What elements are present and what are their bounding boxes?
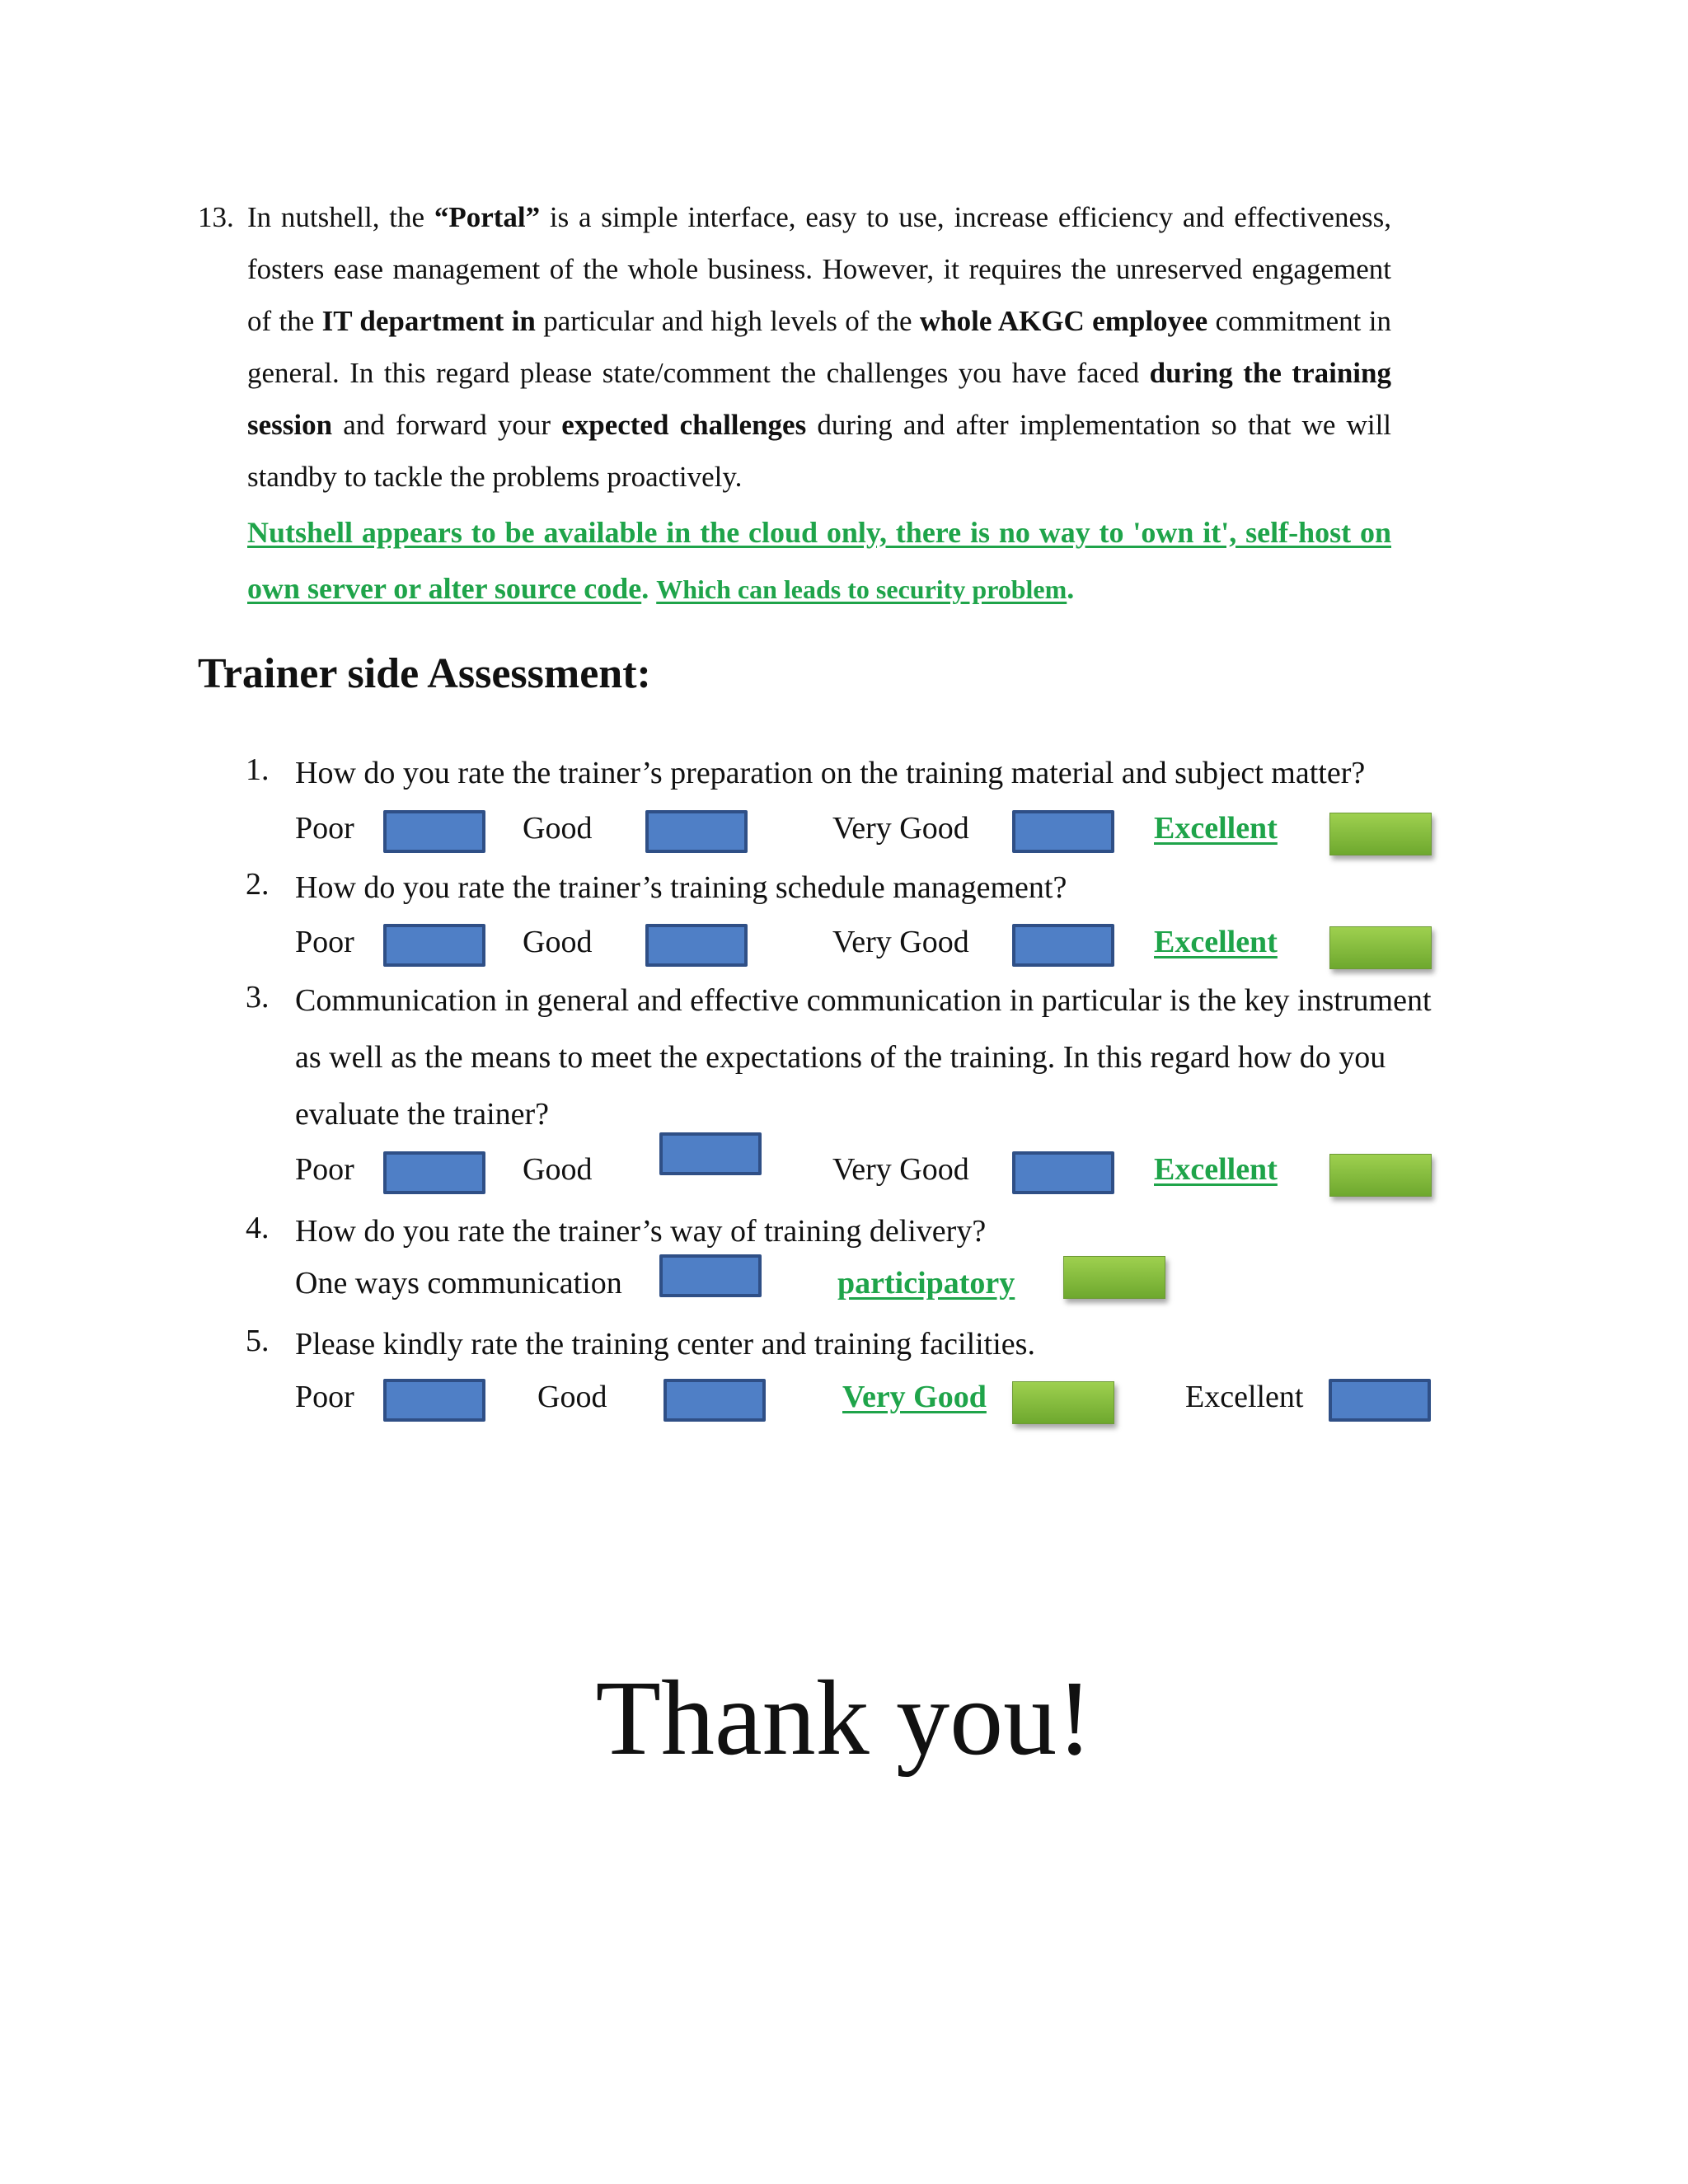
q13-part: commitment in general. In this regard please state/comment the challenges you have faced — [247, 305, 1391, 389]
rating-box-good[interactable] — [659, 1132, 762, 1175]
closing-text: Thank you! — [595, 1659, 1093, 1778]
q13-part-bold: whole AKGC employee — [919, 305, 1208, 337]
option-label-poor: Poor — [295, 1152, 354, 1187]
item-question: Please kindly rate the training center and training facilities. — [295, 1327, 1035, 1361]
item-number: 3. — [246, 980, 270, 1015]
option-label-good: Good — [523, 925, 593, 959]
q13-part-bold: during the training session — [247, 357, 1391, 441]
option-label-poor: Poor — [295, 811, 354, 846]
rating-box-poor[interactable] — [383, 1151, 485, 1194]
option-label-very-good-selected: Very Good — [842, 1380, 987, 1414]
q13-part: during and after implementation so that we will standby to tackle the problems proactively. — [247, 409, 1392, 493]
answer-main-text: Nutshell appears to be available in the cloud only, there is no way to 'own it', self-host on own server or alter source code — [247, 516, 1391, 605]
rating-box-excellent-selected[interactable] — [1329, 926, 1432, 969]
rating-box-participatory-selected[interactable] — [1063, 1256, 1165, 1299]
rating-box-very-good[interactable] — [1012, 1151, 1114, 1194]
item-question: How do you rate the trainer’s training schedule management? — [295, 870, 1067, 905]
q13-part-bold: “Portal” — [434, 201, 541, 233]
rating-box-very-good[interactable] — [1012, 924, 1114, 967]
answer-secondary-text: Which can leads to security problem — [656, 574, 1067, 604]
q13-part-bold: expected challenges — [561, 409, 807, 441]
option-label-excellent-selected: Excellent — [1154, 925, 1278, 959]
option-label-excellent: Excellent — [1185, 1380, 1304, 1414]
option-label-poor: Poor — [295, 1380, 354, 1414]
rating-box-one-way[interactable] — [659, 1254, 762, 1297]
rating-box-poor[interactable] — [383, 1379, 485, 1422]
rating-box-excellent[interactable] — [1329, 1379, 1431, 1422]
option-label-good: Good — [523, 811, 593, 846]
item-number: 4. — [246, 1211, 270, 1245]
q13-part: In nutshell, the — [247, 201, 434, 233]
option-label-good: Good — [537, 1380, 607, 1414]
rating-box-very-good-selected[interactable] — [1012, 1381, 1114, 1424]
rating-box-good[interactable] — [645, 924, 748, 967]
rating-box-good[interactable] — [645, 810, 748, 853]
q13-part: is a simple interface, easy to use, increase efficiency and effectiveness, fosters ease management of the whole business. However, it requires the unreserved engagement of the — [247, 201, 1391, 337]
option-label-excellent-selected: Excellent — [1154, 811, 1278, 846]
item-question: Communication in general and effective communication in particular is the key instrument as well as the means to meet the expectations of the training. In this regard how do you evaluate the trainer? — [295, 983, 1432, 1132]
question-13-number: 13. — [198, 201, 234, 233]
item-question: How do you rate the trainer’s way of training delivery? — [295, 1214, 987, 1249]
rating-box-poor[interactable] — [383, 924, 485, 967]
q13-part: and forward your — [332, 409, 562, 441]
option-label-participatory-selected: participatory — [837, 1266, 1015, 1301]
rating-box-good[interactable] — [663, 1379, 766, 1422]
question-13-text — [247, 191, 1391, 503]
option-label-excellent-selected: Excellent — [1154, 1152, 1278, 1187]
answer-period: . — [641, 572, 649, 605]
item-question: How do you rate the trainer’s preparation on the training material and subject matter? — [295, 756, 1366, 790]
item-number: 1. — [246, 752, 270, 787]
option-label-poor: Poor — [295, 925, 354, 959]
rating-box-very-good[interactable] — [1012, 810, 1114, 853]
option-label-good: Good — [523, 1152, 593, 1187]
rating-box-excellent-selected[interactable] — [1329, 813, 1432, 855]
question-13-answer — [247, 504, 1391, 617]
option-label-one-way: One ways communication — [295, 1266, 622, 1301]
q13-part: particular and high levels of the — [535, 305, 920, 337]
rating-box-excellent-selected[interactable] — [1329, 1154, 1432, 1197]
option-label-very-good: Very Good — [832, 1152, 969, 1187]
option-label-very-good: Very Good — [832, 925, 969, 959]
answer-period: . — [1067, 572, 1075, 605]
q13-part-bold: IT department in — [321, 305, 536, 337]
section-title: Trainer side Assessment: — [198, 650, 651, 697]
item-number: 2. — [246, 867, 270, 902]
item-number: 5. — [246, 1324, 270, 1358]
option-label-very-good: Very Good — [832, 811, 969, 846]
rating-box-poor[interactable] — [383, 810, 485, 853]
